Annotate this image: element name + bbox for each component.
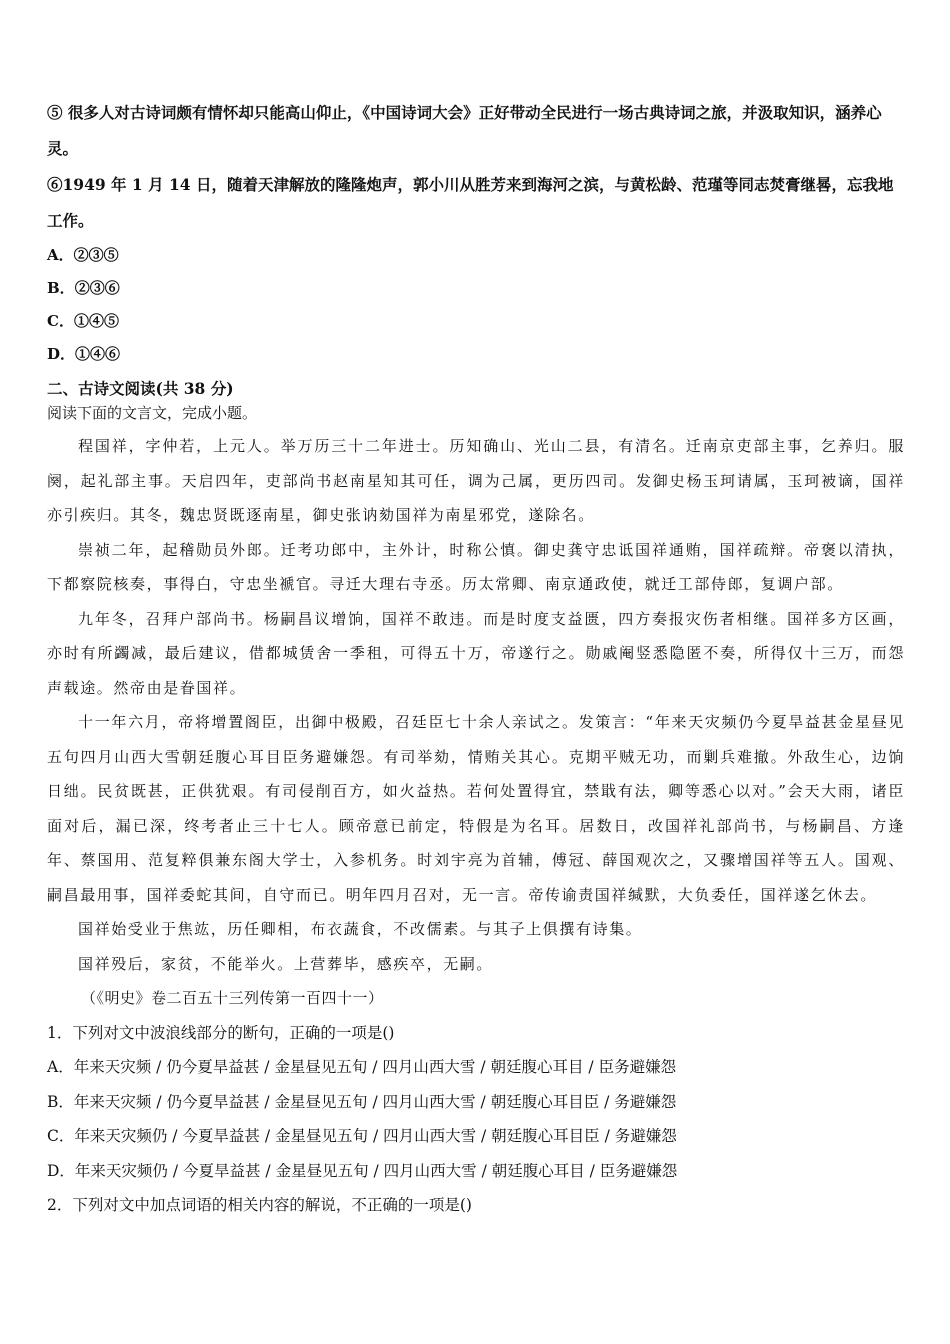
option-d: D．①④⑥ (47, 345, 121, 363)
question-2-stem: 2．下列对文中加点词语的相关内容的解说，不正确的一项是() (47, 1196, 472, 1214)
passage-paragraph-4: 十一年六月，帝将增置阁臣，出御中极殿，召廷臣七十余人亲试之。发策言：“年来天灾频仍今夏旱益甚金星昼见五句四月山西大雪朝廷腹心耳目臣务避嫌怨。有司举劾，情贿关其心。克期平贼无功，而剿兵难撤。外敌生心，边饷日绌。民贫既甚，正供犹艰。有司侵削百方，如火益热。若何处置得宜，禁戢有法，卿等悉心以对。”会天大雨，诸臣面对后，漏已深，终考者止三十七人。顾帝意已前定，特假是为名耳。居数日，改国祥礼部尚书，与杨嗣昌、方逢年、蔡国用、范复粹俱兼东阁大学士，入参机务。时刘宇亮为首辅，傅冠、薛国观次之，又骤增国祥等五人。国观、嗣昌最用事，国祥委蛇其间，自守而已。明年四月召对，无一言。帝传谕责国祥缄默，大负委任，国祥遂乞休去。 (47, 713, 905, 904)
question-1-stem: 1．下列对文中波浪线部分的断句，正确的一项是() (47, 1023, 395, 1042)
passage-paragraph-1: 程国祥，字仲若，上元人。举万历三十二年进士。历知确山、光山二县，有清名。迁南京吏部主事，乞养归。服阕，起礼部主事。天启四年，吏部尚书赵南星知其可任，调为己属，更历四司。发御史杨玉珂请属，玉珂被谪，国祥亦引疾归。其冬，魏忠贤既逐南星，御史张讷劾国祥为南星邪党，遂除名。 (47, 437, 905, 524)
question-1-option-c: C．年来天灾频仍 / 今夏旱益甚 / 金星昼见五旬 / 四月山西大雪 / 朝廷腹心耳目臣 / 务避嫌怨 (47, 1127, 677, 1145)
passage-paragraph-2: 崇祯二年，起稽勋员外郎。迁考功郎中，主外计，时称公慎。御史龚守忠诋国祥通贿，国祥疏辩。帝褒以清执，下都察院核奏，事得白，守忠坐褫官。寻迁大理右寺丞。历太常卿、南京通政使，就迁工部侍郎，复调户部。 (47, 540, 905, 593)
option-b: B．②③⑥ (47, 279, 120, 297)
question-1-option-a: A．年来天灾频 / 仍今夏旱益甚 / 金星昼见五旬 / 四月山西大雪 / 朝廷腹心耳目 / 臣务避嫌怨 (47, 1058, 677, 1076)
passage-paragraph-3: 九年冬，召拜户部尚书。杨嗣昌议增饷，国祥不敢违。而是时度支益匮，四方奏报灾伤者相继。国祥多方区画，亦时有所蠲减，最后建议，借都城赁舍一季租，可得五十万，帝遂行之。勋戚阉竖悉隐匿不奏，所得仅十三万，而怨声载途。然帝由是眷国祥。 (47, 609, 905, 697)
question-1-option-d: D．年来天灾频仍 / 今夏旱益甚 / 金星昼见五旬 / 四月山西大雪 / 朝廷腹心耳目 / 臣务避嫌怨 (47, 1161, 678, 1180)
section-title: 二、古诗文阅读(共 38 分) (47, 379, 234, 398)
question-1-option-b: B．年来天灾频 / 仍今夏旱益甚 / 金星昼见五旬 / 四月山西大雪 / 朝廷腹心耳目臣 / 务避嫌怨 (47, 1092, 677, 1111)
document-page (47, 95, 905, 1223)
statement-6: ⑥1949 年 1 月 14 日，随着天津解放的隆隆炮声，郭小川从胜芳来到海河之滨，与黄松龄、范瑾等同志焚膏继晷，忘我地工作。 (47, 175, 894, 230)
statement-5: ⑤ 很多人对古诗词颇有情怀却只能高山仰止，《中国诗词大会》正好带动全民进行一场古典诗词之旅，并汲取知识，涵养心灵。 (47, 103, 882, 158)
passage-paragraph-6: 国祥殁后，家贫，不能举火。上营葬毕，感疾卒，无嗣。 (78, 954, 494, 973)
classical-passage (47, 429, 905, 1016)
passage-paragraph-5: 国祥始受业于焦竑，历任卿相，布衣蔬食，不改儒素。与其子上俱撰有诗集。 (78, 920, 643, 938)
option-a: A．②③⑤ (47, 246, 119, 264)
passage-source: （《明史》卷二百五十三列传第一百四十一） (81, 989, 384, 1007)
option-c: C．①④⑤ (47, 312, 119, 330)
section-intro: 阅读下面的文言文，完成小题。 (47, 404, 258, 422)
